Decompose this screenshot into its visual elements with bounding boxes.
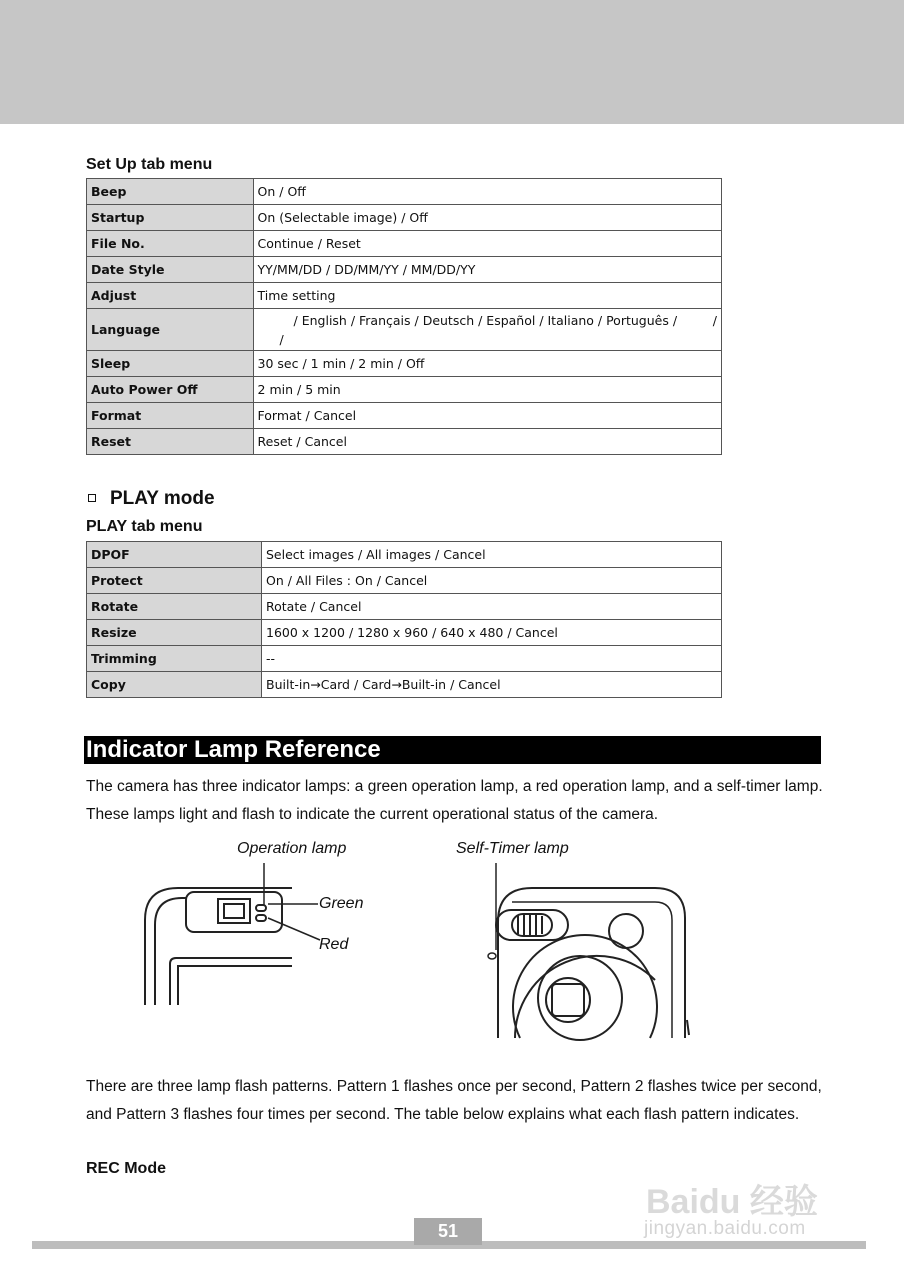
operation-lamp-leaders <box>264 863 320 940</box>
row-key: Reset <box>87 429 254 455</box>
camera-back-drawing <box>145 888 292 1005</box>
rec-mode-title: REC Mode <box>86 1160 166 1177</box>
row-key: Rotate <box>87 594 262 620</box>
row-value: Reset / Cancel <box>253 429 721 455</box>
indicator-lamp-banner: Indicator Lamp Reference <box>84 736 821 764</box>
row-value: -- <box>262 646 722 672</box>
table-row <box>87 594 722 620</box>
table-row <box>87 351 722 377</box>
table-row <box>87 672 722 698</box>
page-number: 51 <box>414 1218 482 1245</box>
table-row <box>87 377 722 403</box>
self-timer-lamp-label: Self-Timer lamp <box>456 840 569 857</box>
play-tab-title: PLAY tab menu <box>86 518 203 535</box>
table-row <box>87 257 722 283</box>
table-row <box>87 403 722 429</box>
setup-table <box>86 178 722 455</box>
camera-illustration <box>140 860 700 1045</box>
play-mode-heading <box>86 488 215 510</box>
watermark-url: jingyan.baidu.com <box>644 1218 806 1239</box>
row-key: Auto Power Off <box>87 377 254 403</box>
table-row <box>87 283 722 309</box>
row-key: Language <box>87 309 254 351</box>
flash-patterns-paragraph: There are three lamp flash patterns. Pattern 1 flashes once per second, Pattern 2 flashes twice per second, and Pattern 3 flashes four times per second. The table below explains what each flash pattern indicates. <box>86 1078 822 1123</box>
row-key: Protect <box>87 568 262 594</box>
row-value: On (Selectable image) / Off <box>253 205 721 231</box>
row-value: 30 sec / 1 min / 2 min / Off <box>253 351 721 377</box>
self-timer-lamp-leader <box>488 863 496 959</box>
baidu-logo: Baidu 经验 <box>646 1183 818 1221</box>
language-options-line1: / English / Français / Deutsch / Español / Italiano / Português / / <box>293 312 717 328</box>
row-value: 2 min / 5 min <box>253 377 721 403</box>
row-value: 1600 x 1200 / 1280 x 960 / 640 x 480 / Cancel <box>262 620 722 646</box>
table-row <box>87 646 722 672</box>
play-mode-title: PLAY mode <box>110 488 215 509</box>
row-key: DPOF <box>87 542 262 568</box>
table-row <box>87 309 722 351</box>
row-value: On / All Files : On / Cancel <box>262 568 722 594</box>
header-band <box>0 0 904 124</box>
red-lamp-label: Red <box>319 936 349 953</box>
square-bullet-icon <box>88 494 96 502</box>
row-key: Format <box>87 403 254 429</box>
row-value: On / Off <box>253 179 721 205</box>
row-value: Continue / Reset <box>253 231 721 257</box>
table-row <box>87 205 722 231</box>
row-key: Sleep <box>87 351 254 377</box>
green-lamp-label: Green <box>319 895 364 912</box>
camera-front-drawing <box>496 888 689 1040</box>
table-row <box>87 542 722 568</box>
row-key: File No. <box>87 231 254 257</box>
row-value: Rotate / Cancel <box>262 594 722 620</box>
setup-tab-title: Set Up tab menu <box>86 156 213 173</box>
row-key: Trimming <box>87 646 262 672</box>
table-row <box>87 179 722 205</box>
language-options-line2: / <box>279 331 284 347</box>
row-value: Time setting <box>253 283 721 309</box>
row-key: Adjust <box>87 283 254 309</box>
row-key: Beep <box>87 179 254 205</box>
watermark <box>644 1150 854 1240</box>
row-value: Format / Cancel <box>253 403 721 429</box>
table-row <box>87 231 722 257</box>
table-row <box>87 620 722 646</box>
play-table <box>86 541 722 698</box>
table-row <box>87 568 722 594</box>
operation-lamp-label: Operation lamp <box>237 840 347 857</box>
indicator-intro-paragraph: The camera has three indicator lamps: a green operation lamp, a red operation lamp, and a self-timer lamp. These lamps light and flash to indicate the current operational status of the camera. <box>86 778 823 823</box>
row-value: Select images / All images / Cancel <box>262 542 722 568</box>
row-value: YY/MM/DD / DD/MM/YY / MM/DD/YY <box>253 257 721 283</box>
row-key: Resize <box>87 620 262 646</box>
row-value: Built-in→Card / Card→Built-in / Cancel <box>262 672 722 698</box>
row-value <box>253 309 721 351</box>
row-key: Copy <box>87 672 262 698</box>
table-row <box>87 429 722 455</box>
row-key: Startup <box>87 205 254 231</box>
row-key: Date Style <box>87 257 254 283</box>
